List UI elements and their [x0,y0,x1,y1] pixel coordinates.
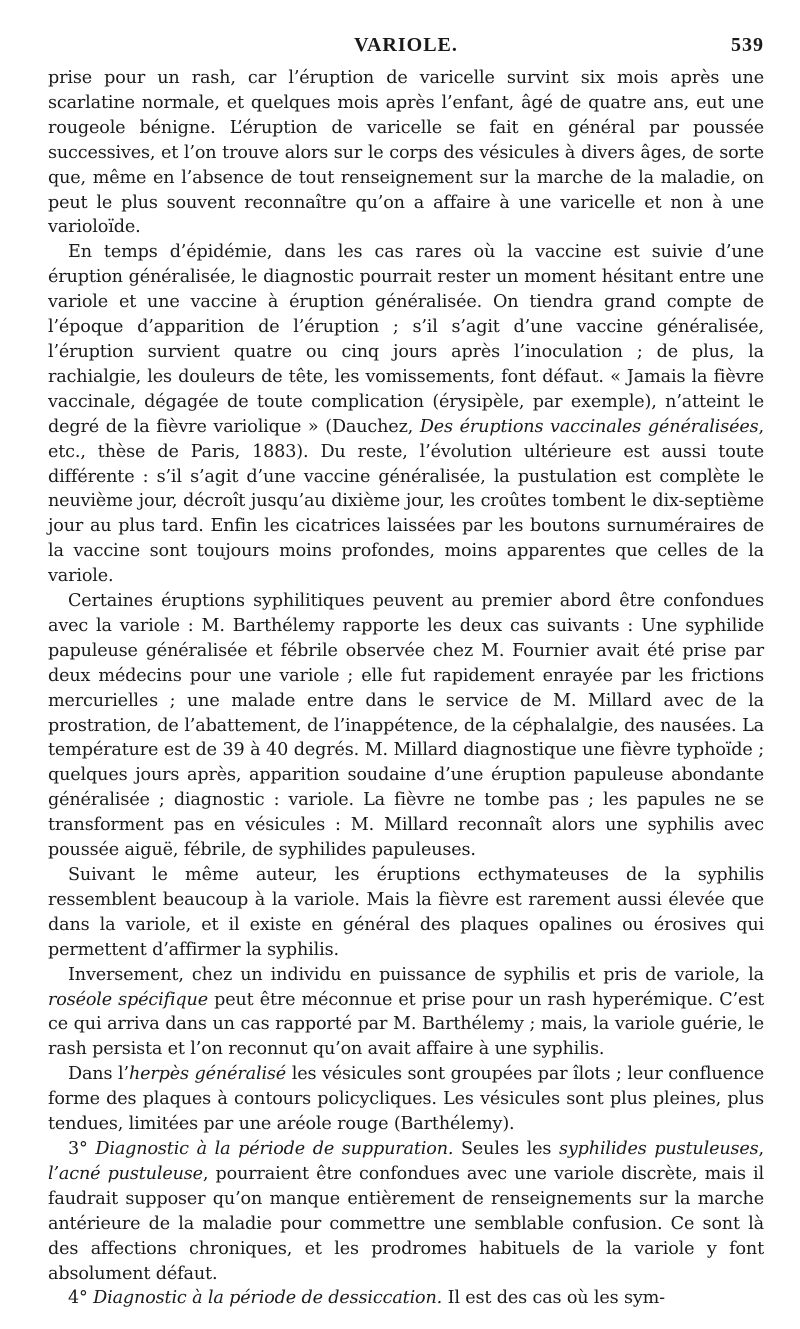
italic-text-segment: roséole spécifique [48,989,208,1010]
text-segment: En temps d’épidémie, dans les cas rares où la vaccine est suivie d’une éruption généralisée, le diagnostic pourrait rester un moment hésitant entre une variole et une vaccine à éruption généralisée. On tiendra grand compte de l’époque d’apparition de l’éruption ; s’il s’agit d’une vaccine généralisée, l’éruption survient quatre ou cinq jours après l’inoculation ; de plus, la rachialgie, les douleurs de tête, les vomissements, font défaut. « Jamais la fièvre vaccinale, dégagée de toute complication (érysipèle, par exemple), n’atteint le degré de la fièvre variolique » (Dauchez, [48,242,764,437]
italic-text-segment: herpès généralisé [128,1064,287,1085]
italic-text-segment: Des éruptions vaccinales généralisées [419,416,759,437]
running-title: VARIOLE. [354,34,458,56]
italic-text-segment: Diagnostic à la période de suppuration. [95,1138,454,1159]
text-segment: prise pour un rash, car l’éruption de varicelle survint six mois après une scarlatine normale, et quelques mois après l’enfant, âgé de quatre ans, eut une rougeole bénigne. L’éruption de varicelle se fait en général par poussée successives, et l’on trouve alors sur le corps des vésicules à divers âges, de sorte que, même en l’absence de tout renseignement sur la marche de la maladie, on peut le plus souvent reconnaître qu’on a affaire à une varicelle et non à une varioloïde. [48,68,764,238]
paragraph [48,66,764,240]
paragraph [48,240,764,589]
body-text [48,66,764,1311]
text-segment: Seules les [453,1138,559,1159]
paragraph [48,1137,764,1286]
paragraph [48,963,764,1063]
paragraph [48,863,764,963]
text-segment: Il est des cas où les sym- [442,1288,665,1309]
text-segment: 4° [68,1288,94,1309]
text-segment: Certaines éruptions syphilitiques peuvent au premier abord être confondues avec la variole : M. Barthélemy rapporte les deux cas suivants : Une syphilide papuleuse généralisée et fébrile observée chez M. Fournier avait été prise par deux médecins pour une variole ; elle fut rapidement enrayée par les frictions mercurielles ; une malade entre dans le service de M. Millard avec de la prostration, de l’abattement, de l’inappétence, de la céphalalgie, des nausées. La température est de 39 à 40 degrés. M. Millard diagnostique une fièvre typhoïde ; quelques jours après, apparition soudaine d’une éruption papuleuse abondante généralisée ; diagnostic : variole. La fièvre ne tombe pas ; les papules ne se transforment pas en vésicules : M. Millard reconnaît alors une syphilis avec poussée aiguë, fébrile, de syphilides papuleuses. [48,591,764,861]
paragraph [48,1286,764,1311]
text-segment: Suivant le même auteur, les éruptions ecthymateuses de la syphilis ressemblent beaucoup à la variole. Mais la fièvre est rarement aussi élevée que dans la variole, et il existe en général des plaques opalines ou érosives qui permettent d’affirmer la syphilis. [48,865,764,960]
text-segment: , etc., thèse de Paris, 1883). Du reste, l’évolution ultérieure est aussi toute différente : s’il s’agit d’une vaccine généralisée, la pustulation est complète le neuvième jour, décroît jusqu’au dixième jour, les croûtes tombent le dix-septième jour au plus tard. Enfin les cicatrices laissées par les boutons surnuméraires de la vaccine sont toujours moins profondes, moins apparentes que celles de la variole. [48,416,764,587]
text-segment: peut être méconnue et prise pour un rash hyperémique. C’est ce qui arriva dans un cas rapporté par M. Barthélemy ; mais, la variole guérie, le rash persista et l’on reconnut qu’on avait affaire à une syphilis. [48,989,765,1060]
text-segment: Inversement, chez un individu en puissance de syphilis et pris de variole, la [68,964,764,985]
text-segment: , pourraient être confondues avec une variole discrète, mais il faudrait supposer qu’on manque entièrement de renseignements sur la marche antérieure de la maladie pour commettre une semblable confusion. Ce sont là des affections chroniques, et les prodromes habituels de la variole y font absolument défaut. [48,1163,764,1284]
text-segment: , [758,1138,764,1159]
paragraph [48,589,764,863]
text-segment: les vésicules sont groupées par îlots ; leur confluence forme des plaques à contours policycliques. Les vésicules sont plus pleines, plus tendues, limitées par une aréole rouge (Barthélemy). [48,1064,764,1135]
running-header [48,34,764,64]
italic-text-segment: l’acné pustuleuse [48,1163,203,1184]
text-segment: Dans l’ [68,1064,129,1085]
italic-text-segment: syphilides pustuleuses [558,1138,759,1159]
italic-text-segment: Diagnostic à la période de dessiccation. [93,1288,443,1309]
page-number: 539 [731,34,764,56]
paragraph [48,1062,764,1137]
text-segment: 3° [68,1138,96,1159]
